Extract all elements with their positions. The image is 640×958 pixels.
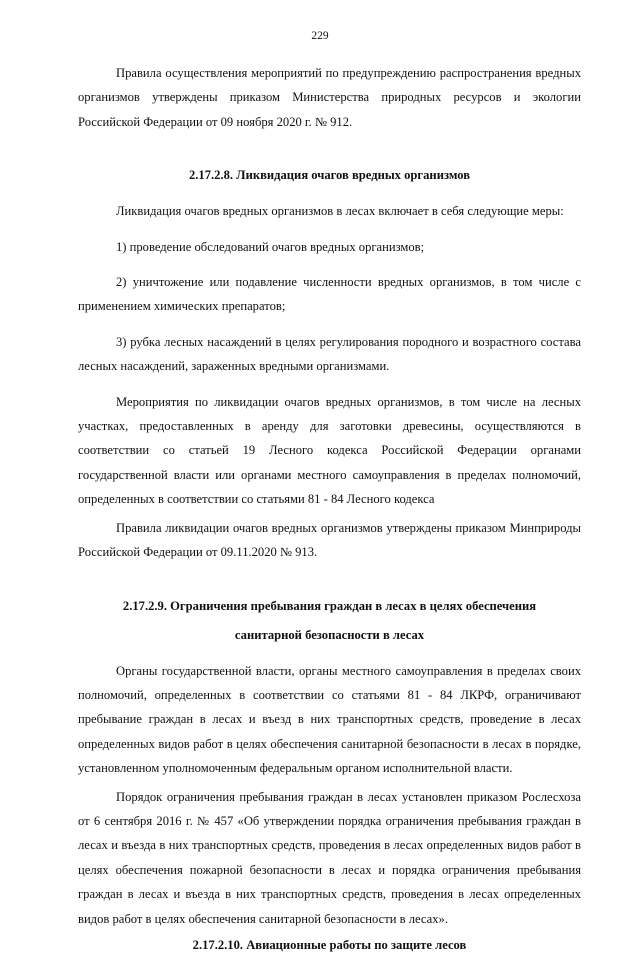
section-heading-2-17-2-8: 2.17.2.8. Ликвидация очагов вредных организмов xyxy=(188,168,471,183)
page-content xyxy=(78,61,581,958)
section-1-lead: Ликвидация очагов вредных организмов в лесах включает в себя следующие меры: xyxy=(116,204,564,219)
section-1-item-1: 1) проведение обследований очагов вредных организмов; xyxy=(116,239,425,254)
section-2-paragraph-2: Порядок ограничения пребывания граждан в лесах установлен приказом Рослесхоза от 6 сентября 2016 г. № 457 «Об утверждении порядка ограничения пребывания граждан в лесах и въезда в них транспортных средств, проведения в лесах определенных видов работ в целях обеспечения пожарной безопасности в лесах и порядка ограничения пребывания граждан в лесах и въезда в них транспортных средств, проведения в лесах определенных видов работ в целях обеспечения санитарной безопасности в лесах». xyxy=(78,789,581,926)
section-1-item-3: 3) рубка лесных насаждений в целях регулирования породного и возрастного состава лесных насаждений, зараженных вредными организмами. xyxy=(78,334,581,374)
page-number: 229 xyxy=(311,30,329,42)
section-heading-2-17-2-9-line-1: 2.17.2.9. Ограничения пребывания граждан в лесах в целях обеспечения xyxy=(122,598,537,613)
section-1-paragraph-2: Правила ликвидации очагов вредных организмов утверждены приказом Минприроды Российской Федерации от 09.11.2020 № 913. xyxy=(78,520,581,560)
section-1-item-2: 2) уничтожение или подавление численности вредных организмов, в том числе с применением химических препаратов; xyxy=(78,275,581,314)
section-2-paragraph-1: Органы государственной власти, органы местного самоуправления в пределах своих полномочий, определенных в соответствии со статьями 81 - 84 ЛКРФ, ограничивают пребывание граждан в лесах и въезд в них транспортных средств, проведение в лесах определенных видов работ в целях обеспечения санитарной безопасности в лесах в порядке, установленном уполномоченным федеральным органом исполнительной власти. xyxy=(78,663,581,776)
intro-paragraph: Правила осуществления мероприятий по предупреждению распространения вредных организмов утверждены приказом Министерства природных ресурсов и экологии Российской Федерации от 09 ноября 2020 г. № 912. xyxy=(78,66,581,129)
section-1-paragraph-1: Мероприятия по ликвидации очагов вредных организмов, в том числе на лесных участках, предоставленных в аренду для заготовки древесины, осуществляются в соответствии со статьей 19 Лесного кодекса Российской Федерации органами государственной власти или органами местного самоуправления в пределах полномочий, определенных в соответствии со статьями 81 - 84 Лесного кодекса xyxy=(78,394,581,507)
section-heading-2-17-2-9-line-2: санитарной безопасности в лесах xyxy=(234,627,425,642)
section-heading-2-17-2-10: 2.17.2.10. Авиационные работы по защите лесов xyxy=(192,937,467,952)
